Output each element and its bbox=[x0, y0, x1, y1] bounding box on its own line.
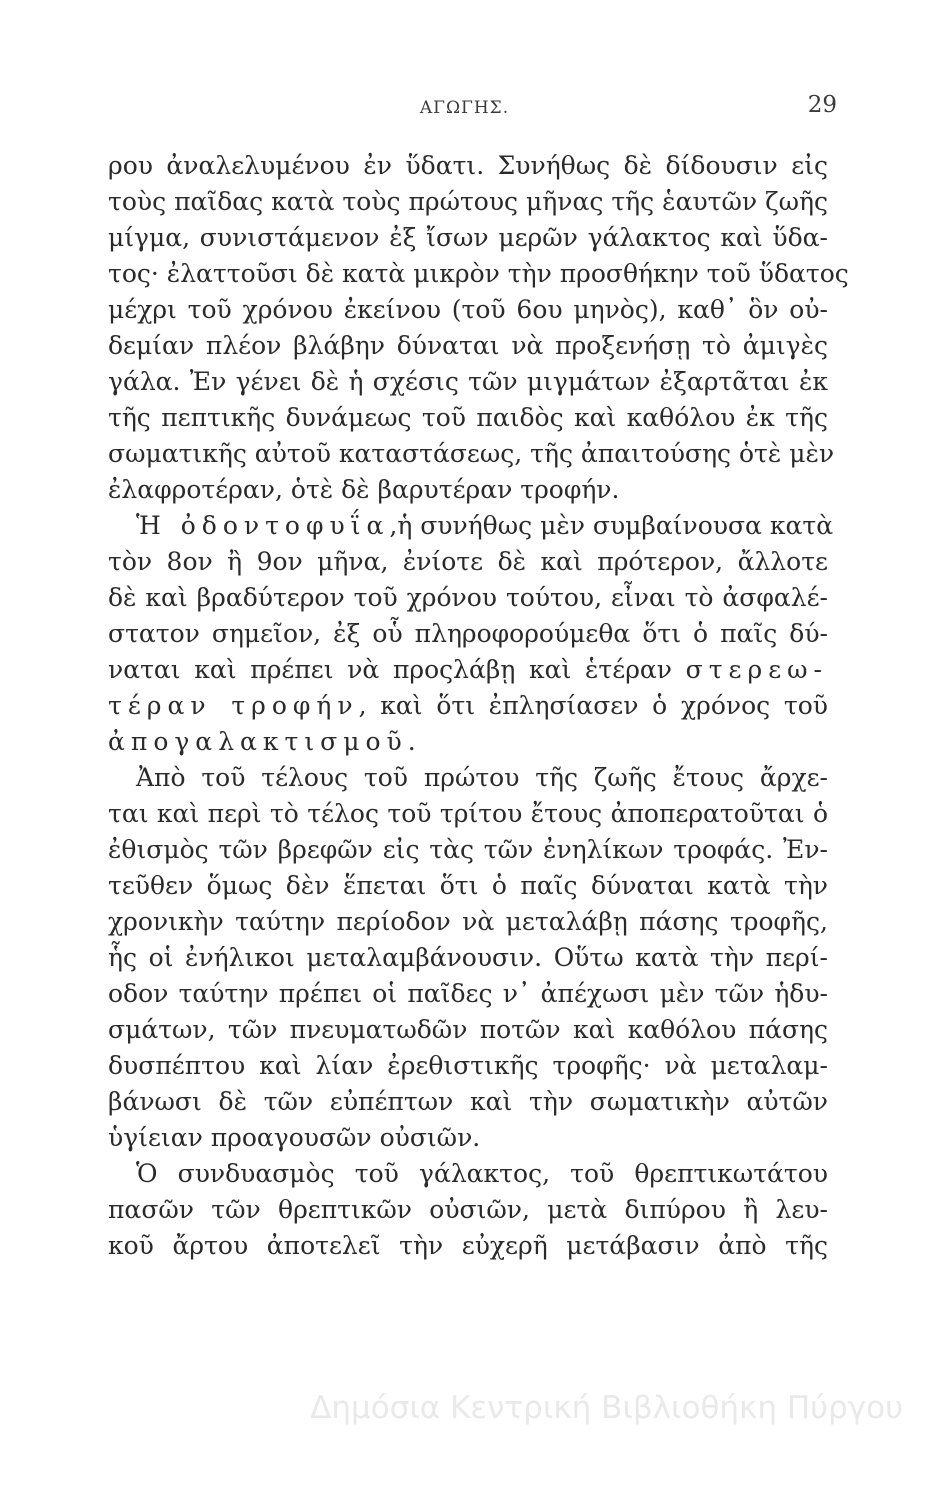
spaced-term: ἀπογαλακτισμοῦ. bbox=[108, 727, 422, 756]
text-line: δεμίαν πλέον βλάβην δύναται νὰ προξενήσῃ τὸ ἀμιγὲς bbox=[108, 331, 828, 360]
text-line: ἐθισμὸς τῶν βρεφῶν εἰς τὰς τῶν ἐνηλίκων τροφάς. Ἐν- bbox=[108, 835, 828, 864]
text-line bbox=[108, 652, 828, 688]
text-line: πασῶν τῶν θρεπτικῶν οὐσιῶν, μετὰ διπύρου ἢ λευ- bbox=[108, 1195, 828, 1224]
text-line: στατον σημεῖον, ἐξ οὗ πληροφορούμεθα ὅτι ὁ παῖς δύ- bbox=[108, 619, 828, 648]
library-watermark: Δημόσια Κεντρική Βιβλιοθήκη Πύργου bbox=[310, 1390, 903, 1426]
text-line: τοὺς παῖδας κατὰ τοὺς πρώτους μῆνας τῆς ἑαυτῶν ζωῆς bbox=[108, 187, 828, 216]
text-line: δὲ καὶ βραδύτερον τοῦ χρόνου τούτου, εἶναι τὸ ἀσφαλέ- bbox=[108, 583, 828, 612]
text-line: τος· ἐλαττοῦσι δὲ κατὰ μικρὸν τὴν προσθήκην τοῦ ὕδατος bbox=[108, 259, 849, 288]
text-span: ναται καὶ πρέπει νὰ προςλάβῃ καὶ ἑτέραν bbox=[108, 655, 686, 684]
text-line: κοῦ ἄρτου ἀποτελεῖ τὴν εὐχερῆ μετάβασιν ἀπὸ τῆς bbox=[108, 1231, 828, 1260]
text-line: μίγμα, συνιστάμενον ἐξ ἴσων μερῶν γάλακτος καὶ ὕδα- bbox=[108, 223, 828, 252]
text-line: οδον ταύτην πρέπει οἱ παῖδες ν᾽ ἀπέχωσι μὲν τῶν ἡδυ- bbox=[108, 979, 828, 1008]
text-line: ἧς οἱ ἐνήλικοι μεταλαμβάνουσιν. Οὕτω κατὰ τὴν περί- bbox=[108, 943, 828, 972]
paragraph-start-line: Ἀπὸ τοῦ τέλους τοῦ πρώτου τῆς ζωῆς ἔτους ἄρχε- bbox=[136, 763, 828, 792]
text-line: ται καὶ περὶ τὸ τέλος τοῦ τρίτου ἔτους ἀποπερατοῦται ὁ bbox=[108, 799, 828, 828]
text-line: βάνωσι δὲ τῶν εὐπέπτων καὶ τὴν σωματικὴν αὐτῶν bbox=[108, 1087, 828, 1116]
text-line: τεῦθεν ὅμως δὲν ἕπεται ὅτι ὁ παῖς δύναται κατὰ τὴν bbox=[108, 871, 828, 900]
text-line: σωματικῆς αὐτοῦ καταστάσεως, τῆς ἀπαιτούσης ὁτὲ μὲν bbox=[108, 439, 835, 468]
page-body bbox=[108, 148, 849, 1264]
text-line: ὑγίειαν προαγουσῶν οὐσιῶν. bbox=[108, 1123, 481, 1152]
running-title: ΑΓΩΓΗΣ. bbox=[419, 98, 510, 118]
text-line: δυσπέπτου καὶ λίαν ἐρεθιστικῆς τροφῆς· νὰ μεταλαμ- bbox=[108, 1051, 828, 1080]
text-line bbox=[108, 724, 828, 760]
spaced-term: τέραν τροφήν bbox=[108, 691, 359, 720]
text-span: , καὶ ὅτι ἐπλησίασεν ὁ χρόνος τοῦ bbox=[358, 691, 828, 720]
paragraph-start-line bbox=[108, 508, 834, 544]
text-line: ἐλαφροτέραν, ὁτὲ δὲ βαρυτέραν τροφήν. bbox=[108, 475, 620, 504]
text-line: σμάτων, τῶν πνευματωδῶν ποτῶν καὶ καθόλου πάσης bbox=[108, 1015, 828, 1044]
text-line: ρου ἀναλελυμένου ἐν ὕδατι. Συνήθως δὲ δίδουσιν εἰς bbox=[108, 151, 828, 180]
text-line bbox=[108, 688, 828, 724]
spaced-term: Ἡ ὀδοντοφυΐα bbox=[136, 511, 390, 540]
page-number: 29 bbox=[807, 92, 837, 118]
paragraph-start-line: Ὁ συνδυασμὸς τοῦ γάλακτος, τοῦ θρεπτικωτάτου bbox=[136, 1159, 828, 1188]
text-line: τὸν 8ον ἢ 9ον μῆνα, ἐνίοτε δὲ καὶ πρότερον, ἄλλοτε bbox=[108, 547, 828, 576]
text-line: γάλα. Ἐν γένει δὲ ἡ σχέσις τῶν μιγμάτων ἐξαρτᾶται ἐκ bbox=[108, 367, 828, 396]
text-line: τῆς πεπτικῆς δυνάμεως τοῦ παιδὸς καὶ καθόλου ἐκ τῆς bbox=[108, 403, 828, 432]
text-line: χρονικὴν ταύτην περίοδον νὰ μεταλάβῃ πάσης τροφῆς, bbox=[108, 907, 828, 936]
spaced-term: στερεω- bbox=[685, 655, 828, 684]
text-line: μέχρι τοῦ χρόνου ἐκείνου (τοῦ 6ου μηνὸς), καθ᾽ ὃν οὐ- bbox=[108, 295, 828, 324]
text-span: ,ἡ συνήθως μὲν συμβαίνουσα κατὰ bbox=[389, 511, 834, 540]
